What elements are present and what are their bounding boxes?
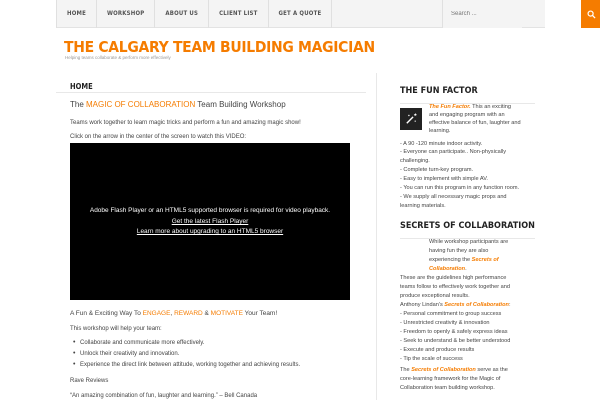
magic-of-collaboration-link[interactable]: MAGIC OF COLLABORATION: [86, 100, 196, 109]
secrets-p2: produce exceptional results.: [400, 293, 470, 299]
fun-factor-lead: [429, 104, 511, 110]
fun-factor-item: - Everyone can participate.. Non-physically: [400, 149, 507, 155]
secrets-link[interactable]: Secrets of Collaboration: [444, 302, 509, 308]
secrets-p3-end: :: [508, 302, 511, 308]
fun-factor-line: and engaging program with an: [429, 112, 505, 118]
fun-factor-item: - A 90 -120 minute indoor activity.: [400, 141, 483, 147]
fun-factor-item: learning materials.: [400, 203, 446, 209]
nav-get-a-quote[interactable]: GET A QUOTE: [269, 0, 333, 28]
benefits-list: [70, 340, 300, 373]
secrets-p2: These are the guidelines high performance: [400, 275, 507, 281]
secrets-link[interactable]: Secrets of Collaboration: [411, 367, 476, 373]
tagline-text: &: [202, 310, 211, 317]
fun-factor-line: effective balance of fun, laughter and: [429, 120, 521, 126]
secrets-link[interactable]: Collaboration: [429, 266, 466, 272]
secrets-title: SECRETS OF COLLABORATION: [400, 221, 535, 239]
workshop-tagline: [70, 310, 277, 317]
secrets-item: - Tip the scale of success: [400, 356, 463, 362]
motivate-link[interactable]: MOTIVATE: [210, 310, 243, 317]
secrets-p1-end: .: [465, 266, 467, 272]
fun-factor-link[interactable]: The Fun Factor.: [429, 104, 471, 110]
secrets-p4: Collaboration team building workshop.: [400, 385, 495, 391]
video-message: Adobe Flash Player or an HTML5 supported browser is required for video playback.: [89, 207, 331, 214]
secrets-p1-text: experiencing the: [429, 257, 472, 263]
site-tagline: Helping teams collaborate & perform more effectively: [65, 55, 171, 60]
flash-player-link[interactable]: Get the latest Flash Player: [171, 218, 249, 225]
secrets-link[interactable]: Secrets of: [471, 257, 499, 263]
html5-browser-link[interactable]: Learn more about upgrading to an HTML5 browser: [136, 228, 284, 235]
subtitle-pre: The: [70, 100, 87, 109]
fun-factor-item: challenging.: [400, 158, 430, 164]
main-nav: [56, 0, 332, 28]
secrets-p3: [400, 302, 511, 308]
engage-link[interactable]: ENGAGE: [142, 310, 171, 317]
secrets-item: - Seek to understand & be better understood: [400, 338, 511, 344]
nav-client-list[interactable]: CLIENT LIST: [209, 0, 268, 28]
secrets-p1: [429, 257, 499, 263]
tagline-text: A Fun & Exciting Way To: [70, 310, 143, 317]
nav-home[interactable]: HOME: [56, 0, 97, 28]
tagline-text: Your Team!: [242, 310, 278, 317]
top-navigation-bar: [56, 0, 545, 28]
page-subtitle: [70, 100, 286, 109]
tagline-text: ,: [170, 310, 175, 317]
secrets-p4-text: The: [400, 367, 412, 373]
secrets-p1: having fun they are also: [429, 248, 489, 254]
fun-factor-line: learning.: [429, 128, 451, 134]
rave-reviews-heading: Rave Reviews: [70, 378, 109, 384]
secrets-item: - Unrestricted creativity & innovation: [400, 320, 490, 326]
secrets-p3-text: Anthony Lindan's: [400, 302, 445, 308]
list-item: • Unlock their creativity and innovation.: [70, 351, 300, 362]
list-item: • Experience the direct link between attitude, working together and achieving results.: [70, 362, 300, 373]
secrets-item: - Freedom to openly & safely express ideas: [400, 329, 508, 335]
list-item: • Collaborate and communicate more effectively.: [70, 340, 300, 351]
intro-text: Teams work together to learn magic tricks and perform a fun and amazing magic show!: [70, 120, 301, 126]
fun-factor-lead-rest: This an exciting: [470, 104, 511, 110]
help-intro: This workshop will help your team:: [70, 326, 162, 332]
secrets-p4: core-learning framework for the Magic of: [400, 376, 501, 382]
site-title[interactable]: THE CALGARY TEAM BUILDING MAGICIAN: [64, 38, 375, 56]
fun-factor-item: - We supply all necessary magic props and: [400, 194, 507, 200]
search-button[interactable]: [581, 0, 600, 28]
click-note: Click on the arrow in the center of the screen to watch this VIDEO:: [70, 134, 247, 140]
nav-about-us[interactable]: ABOUT US: [155, 0, 209, 28]
secrets-p4: [400, 367, 508, 373]
secrets-p1: [429, 266, 467, 272]
fun-factor-item: - Easy to implement with simple AV.: [400, 176, 488, 182]
secrets-p4-end: serve as the: [475, 367, 508, 373]
nav-workshop[interactable]: WORKSHOP: [97, 0, 155, 28]
secrets-item: - Execute and produce results: [400, 347, 475, 353]
secrets-p1: While workshop participants are: [429, 239, 509, 245]
page-title: HOME: [70, 82, 93, 91]
secrets-p2: teams follow to effectively work together and: [400, 284, 510, 290]
video-player[interactable]: [70, 143, 350, 300]
fun-factor-item: - You can run this program in any function room.: [400, 185, 520, 191]
secrets-item: - Personal commitment to group success: [400, 311, 502, 317]
fun-factor-item: - Complete turn-key program.: [400, 167, 474, 173]
reward-link[interactable]: REWARD: [174, 310, 203, 317]
search-box: [442, 0, 522, 28]
review-quote: “An amazing combination of fun, laughter and learning.” – Bell Canada: [70, 393, 258, 399]
search-input[interactable]: [443, 0, 522, 28]
content-header: [56, 79, 366, 93]
fun-factor-title: THE FUN FACTOR: [400, 86, 535, 104]
subtitle-post: Team Building Workshop: [195, 100, 286, 109]
magic-wand-icon: [400, 108, 422, 130]
search-icon: [587, 10, 596, 19]
